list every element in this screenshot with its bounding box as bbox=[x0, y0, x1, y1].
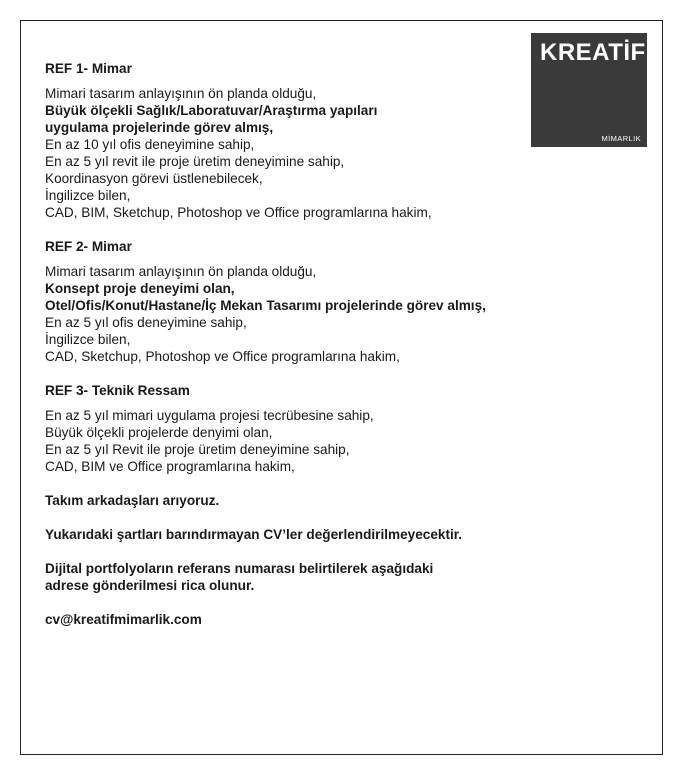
requirement-line: Koordinasyon görevi üstlenebilecek, bbox=[45, 171, 263, 186]
requirement-line: Otel/Ofis/Konut/Hastane/İç Mekan Tasarımı projelerinde görev almış, bbox=[45, 298, 486, 313]
requirement-line: Mimari tasarım anlayışının ön planda olduğu, bbox=[45, 264, 317, 279]
team-line: Takım arkadaşları arıyoruz. bbox=[45, 493, 220, 508]
portfolio-line-1: Dijital portfolyoların referans numarası belirtilerek aşağıdaki bbox=[45, 561, 434, 576]
reference-title: REF 2- Mimar bbox=[45, 239, 132, 254]
requirement-line: Mimari tasarım anlayışının ön planda olduğu, bbox=[45, 86, 317, 101]
reference-list bbox=[45, 60, 525, 475]
requirement-line: En az 5 yıl ofis deneyimine sahip, bbox=[45, 315, 247, 330]
logo-subtitle: MİMARLIK bbox=[601, 134, 641, 143]
requirement-line: En az 10 yıl ofis deneyimine sahip, bbox=[45, 137, 255, 152]
requirement-line: İngilizce bilen, bbox=[45, 332, 131, 347]
contact-email: cv@kreatifmimarlik.com bbox=[45, 612, 202, 627]
cv-note: Yukarıdaki şartları barındırmayan CV’ler değerlendirilmeyecektir. bbox=[45, 527, 463, 542]
requirement-line: CAD, BIM, Sketchup, Photoshop ve Office programlarına hakim, bbox=[45, 205, 432, 220]
requirement-line: En az 5 yıl revit ile proje üretim deneyimine sahip, bbox=[45, 154, 345, 169]
job-posting-content bbox=[45, 60, 525, 628]
requirement-line: CAD, Sketchup, Photoshop ve Office programlarına hakim, bbox=[45, 349, 400, 364]
requirement-line: uygulama projelerinde görev almış, bbox=[45, 120, 274, 135]
reference-title: REF 1- Mimar bbox=[45, 61, 132, 76]
reference-title: REF 3- Teknik Ressam bbox=[45, 383, 190, 398]
requirement-line: En az 5 yıl mimari uygulama projesi tecrübesine sahip, bbox=[45, 408, 374, 423]
requirement-line: Büyük ölçekli projelerde denyimi olan, bbox=[45, 425, 273, 440]
requirement-line: Konsept proje deneyimi olan, bbox=[45, 281, 235, 296]
reference-section bbox=[45, 382, 525, 475]
reference-section bbox=[45, 60, 525, 221]
reference-section bbox=[45, 238, 525, 365]
requirement-line: CAD, BIM ve Office programlarına hakim, bbox=[45, 459, 295, 474]
requirement-line: Büyük ölçekli Sağlık/Laboratuvar/Araştırma yapıları bbox=[45, 103, 378, 118]
requirement-line: İngilizce bilen, bbox=[45, 188, 131, 203]
requirement-line: En az 5 yıl Revit ile proje üretim deneyimine sahip, bbox=[45, 442, 350, 457]
portfolio-line-2: adrese gönderilmesi rica olunur. bbox=[45, 578, 255, 593]
logo-wordmark: KREATİF bbox=[540, 39, 646, 66]
